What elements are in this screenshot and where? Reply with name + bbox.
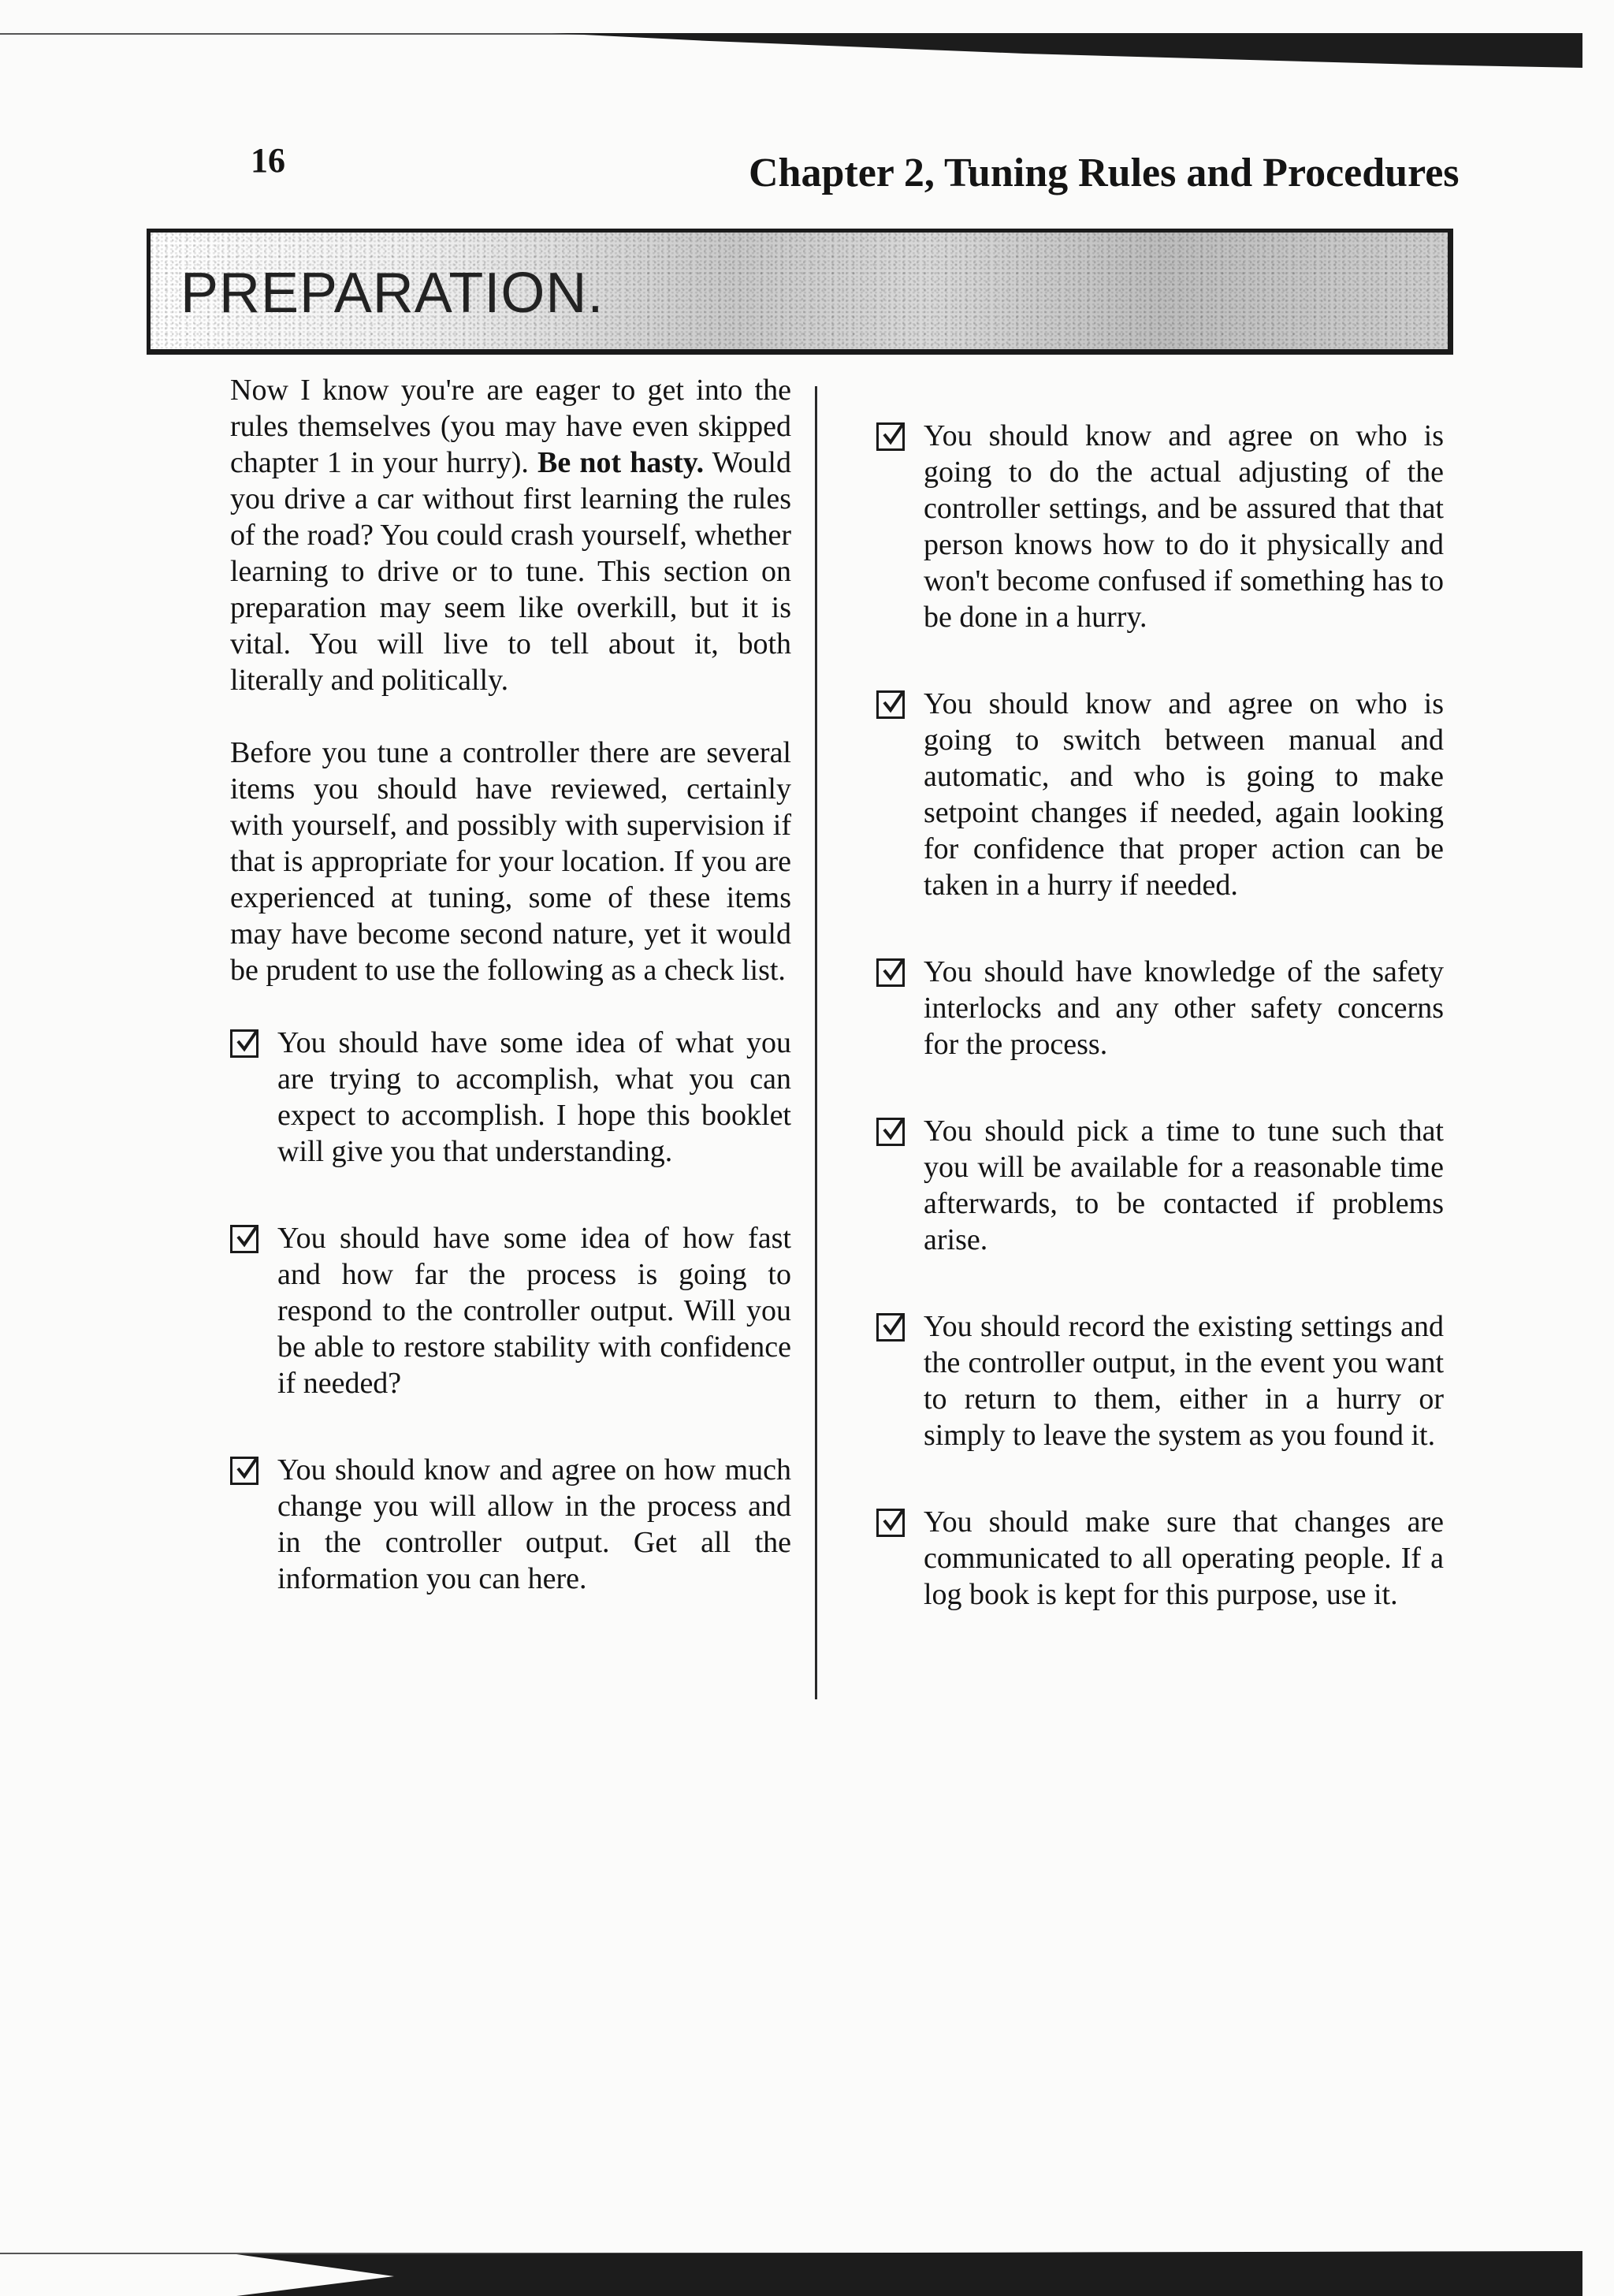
scan-edge-bottom xyxy=(0,2237,1582,2296)
checkbox-checked-icon xyxy=(230,1029,258,1058)
checklist-item xyxy=(876,954,1444,1062)
left-column xyxy=(230,372,791,1647)
section-banner xyxy=(147,229,1453,355)
checkbox-checked-icon xyxy=(876,422,905,451)
checkbox-checked-icon xyxy=(876,958,905,987)
checklist-item xyxy=(876,686,1444,903)
intro-paragraph xyxy=(230,372,791,698)
checkbox-checked-icon xyxy=(876,1313,905,1342)
page-number: 16 xyxy=(251,141,285,180)
checklist-item-text: You should pick a time to tune such that you will be available for a reasonable time afterwards, to be contacted if problems arise. xyxy=(924,1115,1444,1256)
intro-text-1: Now I know you're are eager to get into the rules themselves (you may have even skipped chapter 1 in your hurry). xyxy=(230,374,791,479)
checklist-intro-paragraph: Before you tune a controller there are several items you should have reviewed, certainly with yourself, and possibly with supervision if that is appropriate for your location. If you are experienced at tuning, some of these items may have become second nature, yet it would be prudent to use the following as a check list. xyxy=(230,736,791,987)
checklist-item-text: You should know and agree on how much change you will allow in the process and in the controller output. Get all the information you can here. xyxy=(277,1453,791,1595)
checklist-item xyxy=(876,1113,1444,1258)
checklist-item-text: You should record the existing settings and the controller output, in the event you want to return to them, either in a hurry or simply to leave the system as you found it. xyxy=(924,1310,1444,1452)
section-title: PREPARATION. xyxy=(180,262,604,325)
intro-bold-text: Be not hasty. xyxy=(537,446,705,479)
chapter-title: Chapter 2, Tuning Rules and Procedures xyxy=(749,151,1460,195)
checklist-item-text: You should make sure that changes are communicated to all operating people. If a log book is kept for this purpose, use it. xyxy=(924,1505,1444,1611)
checkbox-checked-icon xyxy=(876,1509,905,1537)
checklist-item xyxy=(230,1452,791,1597)
intro-text-2: Would you drive a car without first learning the rules of the road? You could crash yourself, whether learning to drive or to tune. This section on preparation may seem like overkill, but it is vital. You will live to tell about it, both literally and politically. xyxy=(230,446,791,697)
checklist-item xyxy=(876,1308,1444,1453)
checklist-item xyxy=(876,1504,1444,1613)
column-divider xyxy=(815,386,817,1699)
checklist-item-text: You should know and agree on who is going to switch between manual and automatic, and who is going to make setpoint changes if needed, again looking for confidence that proper action can be taken in a hurry if needed. xyxy=(924,687,1444,902)
checkbox-checked-icon xyxy=(876,690,905,719)
checklist-item xyxy=(230,1220,791,1401)
checkbox-checked-icon xyxy=(230,1225,258,1253)
checklist-item-text: You should have some idea of how fast and how far the process is going to respond to the controller output. Will you be able to restore stability with confidence if needed? xyxy=(277,1222,791,1400)
checklist-item xyxy=(230,1025,791,1170)
checklist-item-text: You should know and agree on who is going to do the actual adjusting of the controller settings, and be assured that that person knows how to do it physically and won't become confused if something has to be done in a hurry. xyxy=(924,419,1444,634)
scan-edge-top xyxy=(0,30,1582,69)
checkbox-checked-icon xyxy=(876,1118,905,1146)
checklist-item-text: You should have some idea of what you are trying to accomplish, what you can expect to accomplish. I hope this booklet will give you that understanding. xyxy=(277,1026,791,1168)
right-column xyxy=(876,418,1444,1663)
checklist-item-text: You should have knowledge of the safety interlocks and any other safety concerns for the process. xyxy=(924,955,1444,1061)
checkbox-checked-icon xyxy=(230,1457,258,1485)
checklist-item xyxy=(876,418,1444,635)
